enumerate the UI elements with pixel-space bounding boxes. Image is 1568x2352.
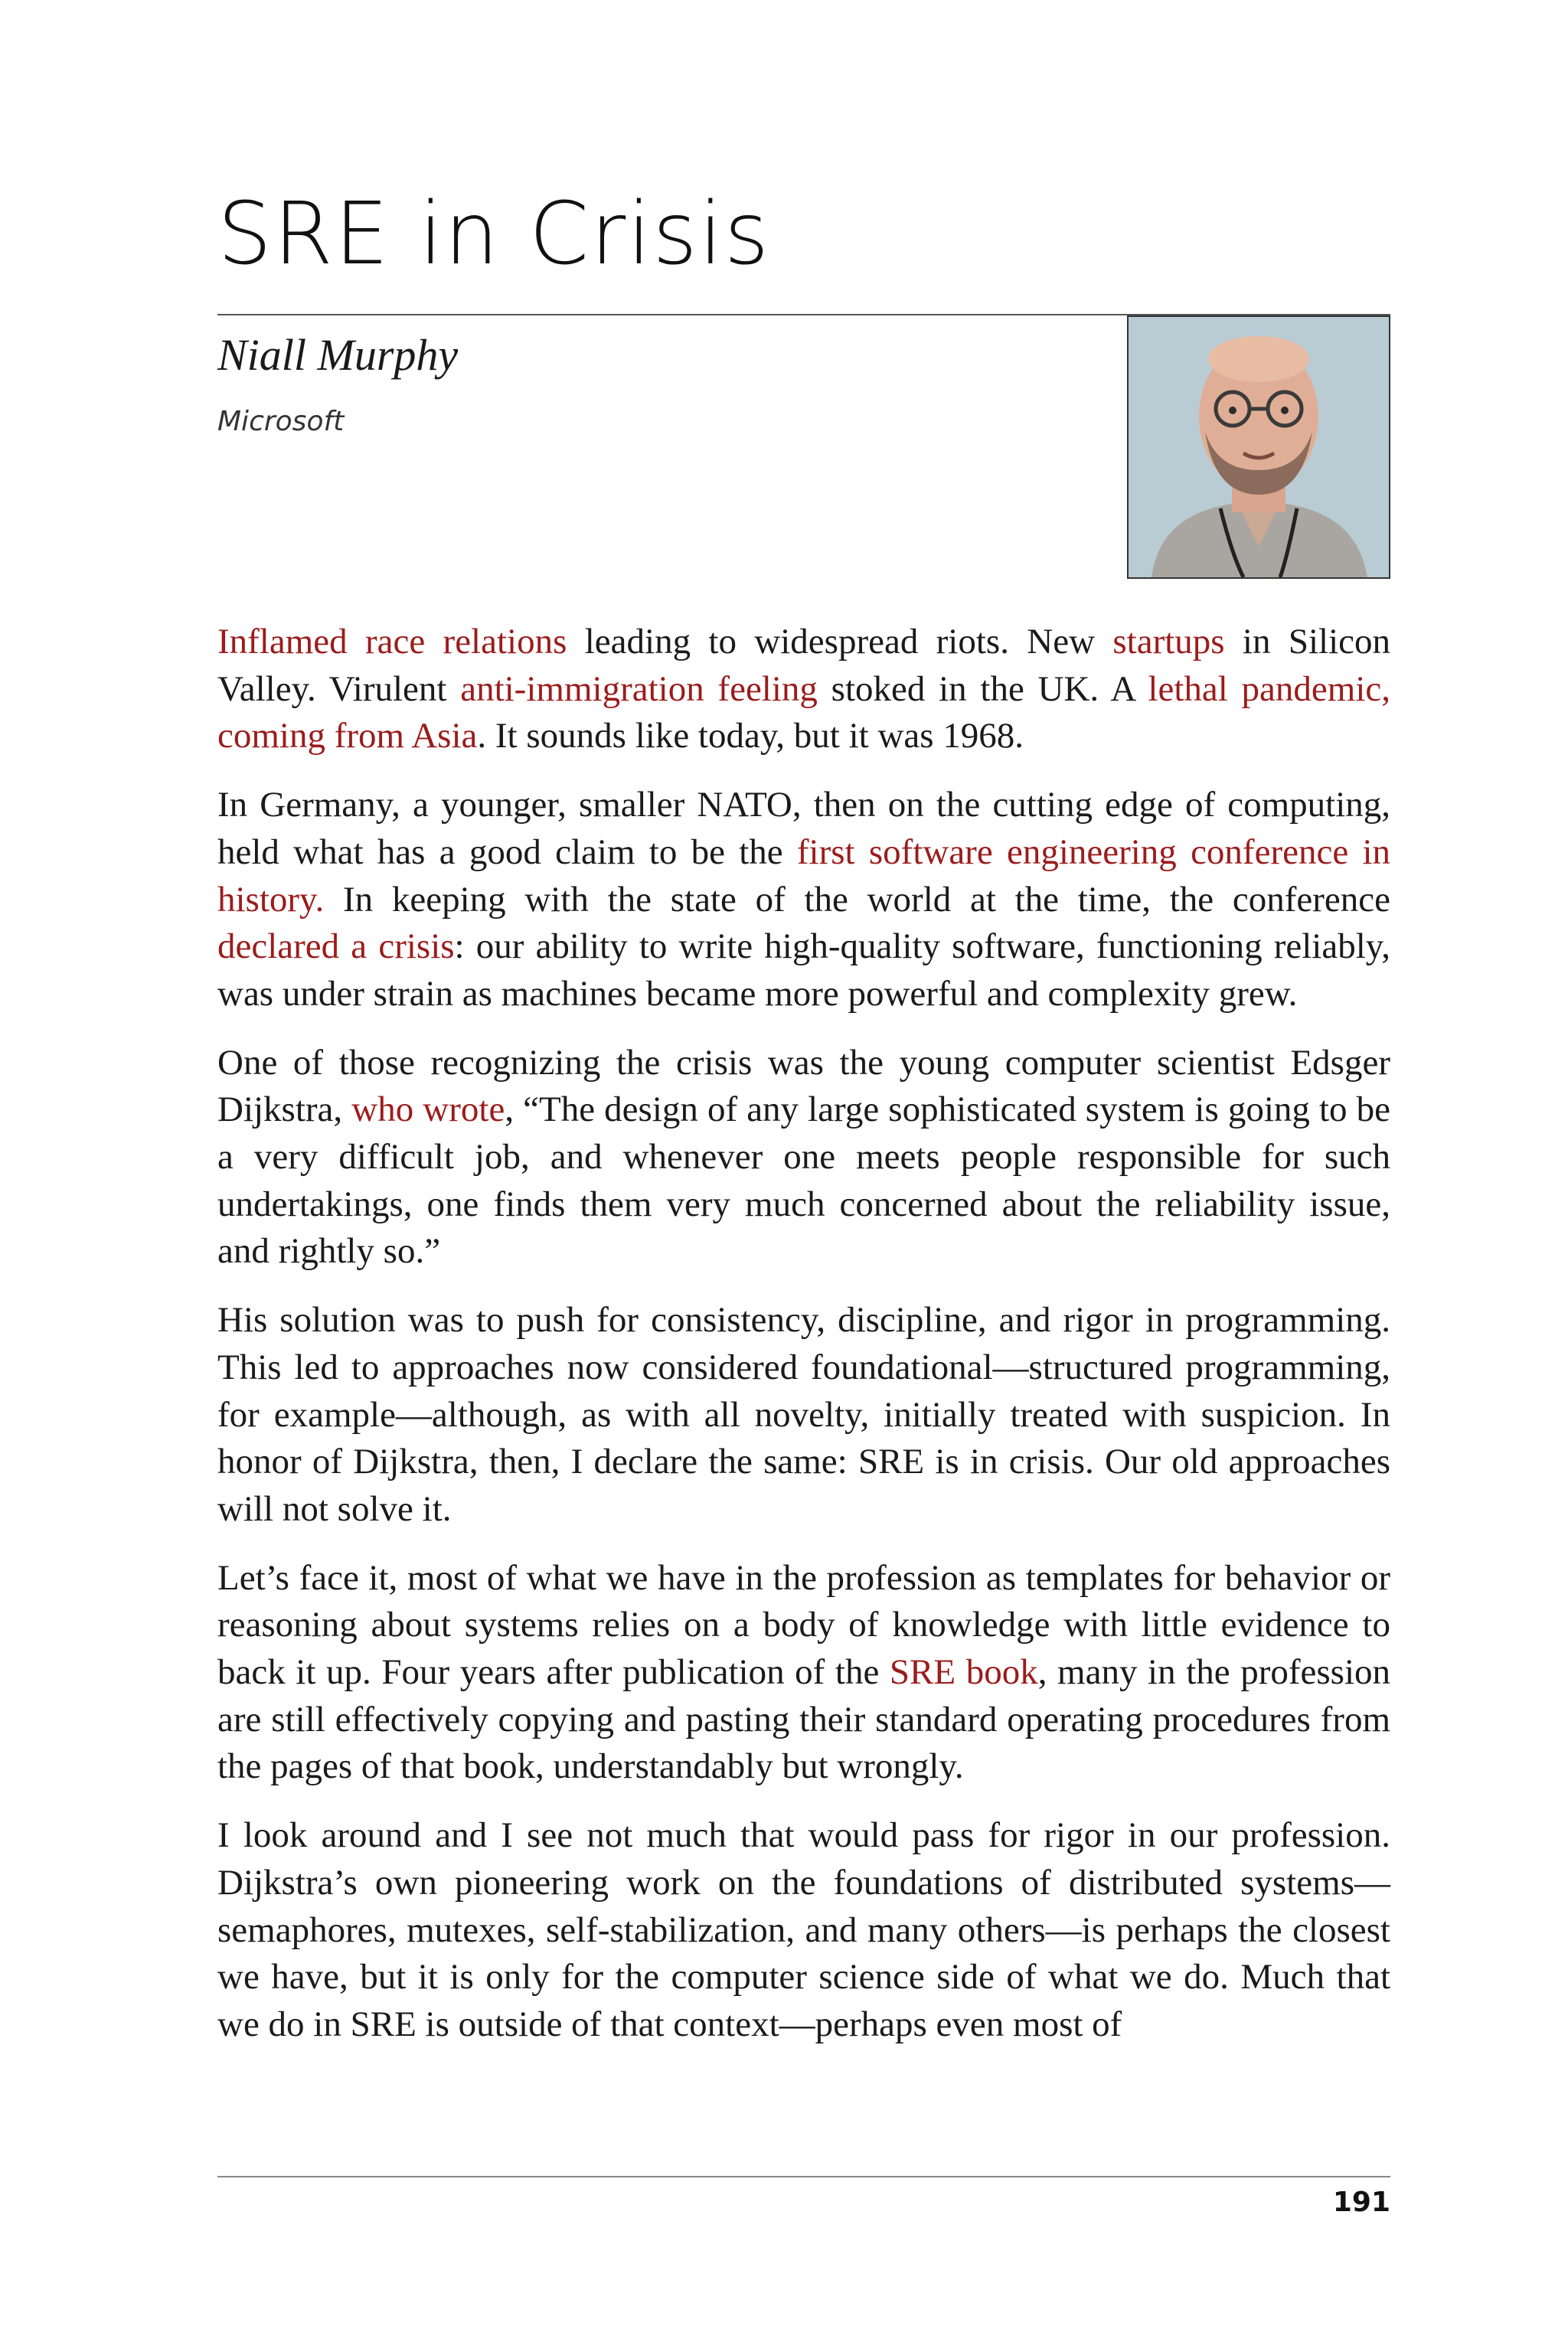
paragraph-text: leading to widespread riots. New [567, 622, 1113, 662]
paragraph-text: stoked in the UK. A [817, 668, 1148, 709]
inline-link[interactable]: Inflamed race relations [217, 622, 567, 662]
inline-link[interactable]: who wrote [351, 1089, 505, 1130]
paragraph-text: . It sounds like today, but it was 1968. [477, 716, 1024, 756]
paragraph-text: His solution was to push for consistency, discipline, and rigor in programming. This led to approaches now considered foundational—structured programming, for example—although, as with all novelty, initially treated with suspicion. In honor of Dijkstra, then, I declare the same: SRE is in crisis. Our old approaches will not solve it. [217, 1300, 1390, 1529]
paragraph-text: Let’s face it, most of what we have in the profession as templates for behavior or reasoning about systems relies on a body of knowledge with little evidence to back it up. Four years after publication of the [217, 1557, 1390, 1693]
paragraph-text: I look around and I see not much that would pass for rigor in our profession. Dijkstra’s own pioneering work on the foundations of distributed systems—semaphores, mutexes, self-stabilization, and many others—is perhaps the closest we have, but it is only for the computer science side of what we do. Much that we do in SRE is outside of that context—perhaps even most of [217, 1815, 1390, 2044]
paragraph-text: , many in the profession are still effectively copying and pasting their standard operating procedures from the pages of that book, understandably but wrongly. [217, 1652, 1391, 1787]
paragraph [217, 782, 1390, 1018]
paragraph-text: , “The design of any large sophisticated system is going to be a very difficult job, and whenever one meets people responsible for such undertakings, one finds them very much concerned about the reliability issue, and rightly so.” [217, 1089, 1391, 1272]
paragraph [217, 1040, 1390, 1276]
inline-link[interactable]: SRE book [889, 1652, 1038, 1693]
chapter-title: SRE in Crisis [217, 185, 771, 284]
author-portrait-icon [1129, 317, 1389, 577]
paragraph [217, 1297, 1390, 1534]
inline-link[interactable]: first software engineering conference in history. [217, 831, 1390, 920]
author-name: Niall Murphy [217, 330, 459, 380]
inline-link[interactable]: anti-immigration feeling [460, 668, 818, 709]
page-number: 191 [1332, 2187, 1390, 2218]
paragraph-text: : our ability to write high-quality software, functioning reliably, was under strain as machines became more powerful and complexity grew. [217, 926, 1390, 1014]
inline-link[interactable]: startups [1112, 622, 1225, 662]
author-affiliation: Microsoft [217, 406, 345, 437]
inline-link[interactable]: lethal pandemic, coming from Asia [217, 668, 1390, 756]
paragraph-text: One of those recognizing the crisis was the young computer scientist Edsger Dijkstra, [217, 1042, 1390, 1130]
inline-link[interactable]: declared a crisis [217, 926, 455, 967]
paragraph [217, 1812, 1390, 2049]
paragraph-text: in Silicon Valley. Virulent [217, 622, 1390, 709]
paragraph [217, 619, 1390, 760]
paragraph [217, 1555, 1390, 1792]
article-body [217, 619, 1390, 2070]
author-photo [1127, 315, 1390, 579]
footer-divider [217, 2176, 1390, 2177]
paragraph-text: In Germany, a younger, smaller NATO, then on the cutting edge of computing, held what has a good claim to be the [217, 785, 1390, 872]
paragraph-text: In keeping with the state of the world at the time, the conference [324, 879, 1390, 920]
